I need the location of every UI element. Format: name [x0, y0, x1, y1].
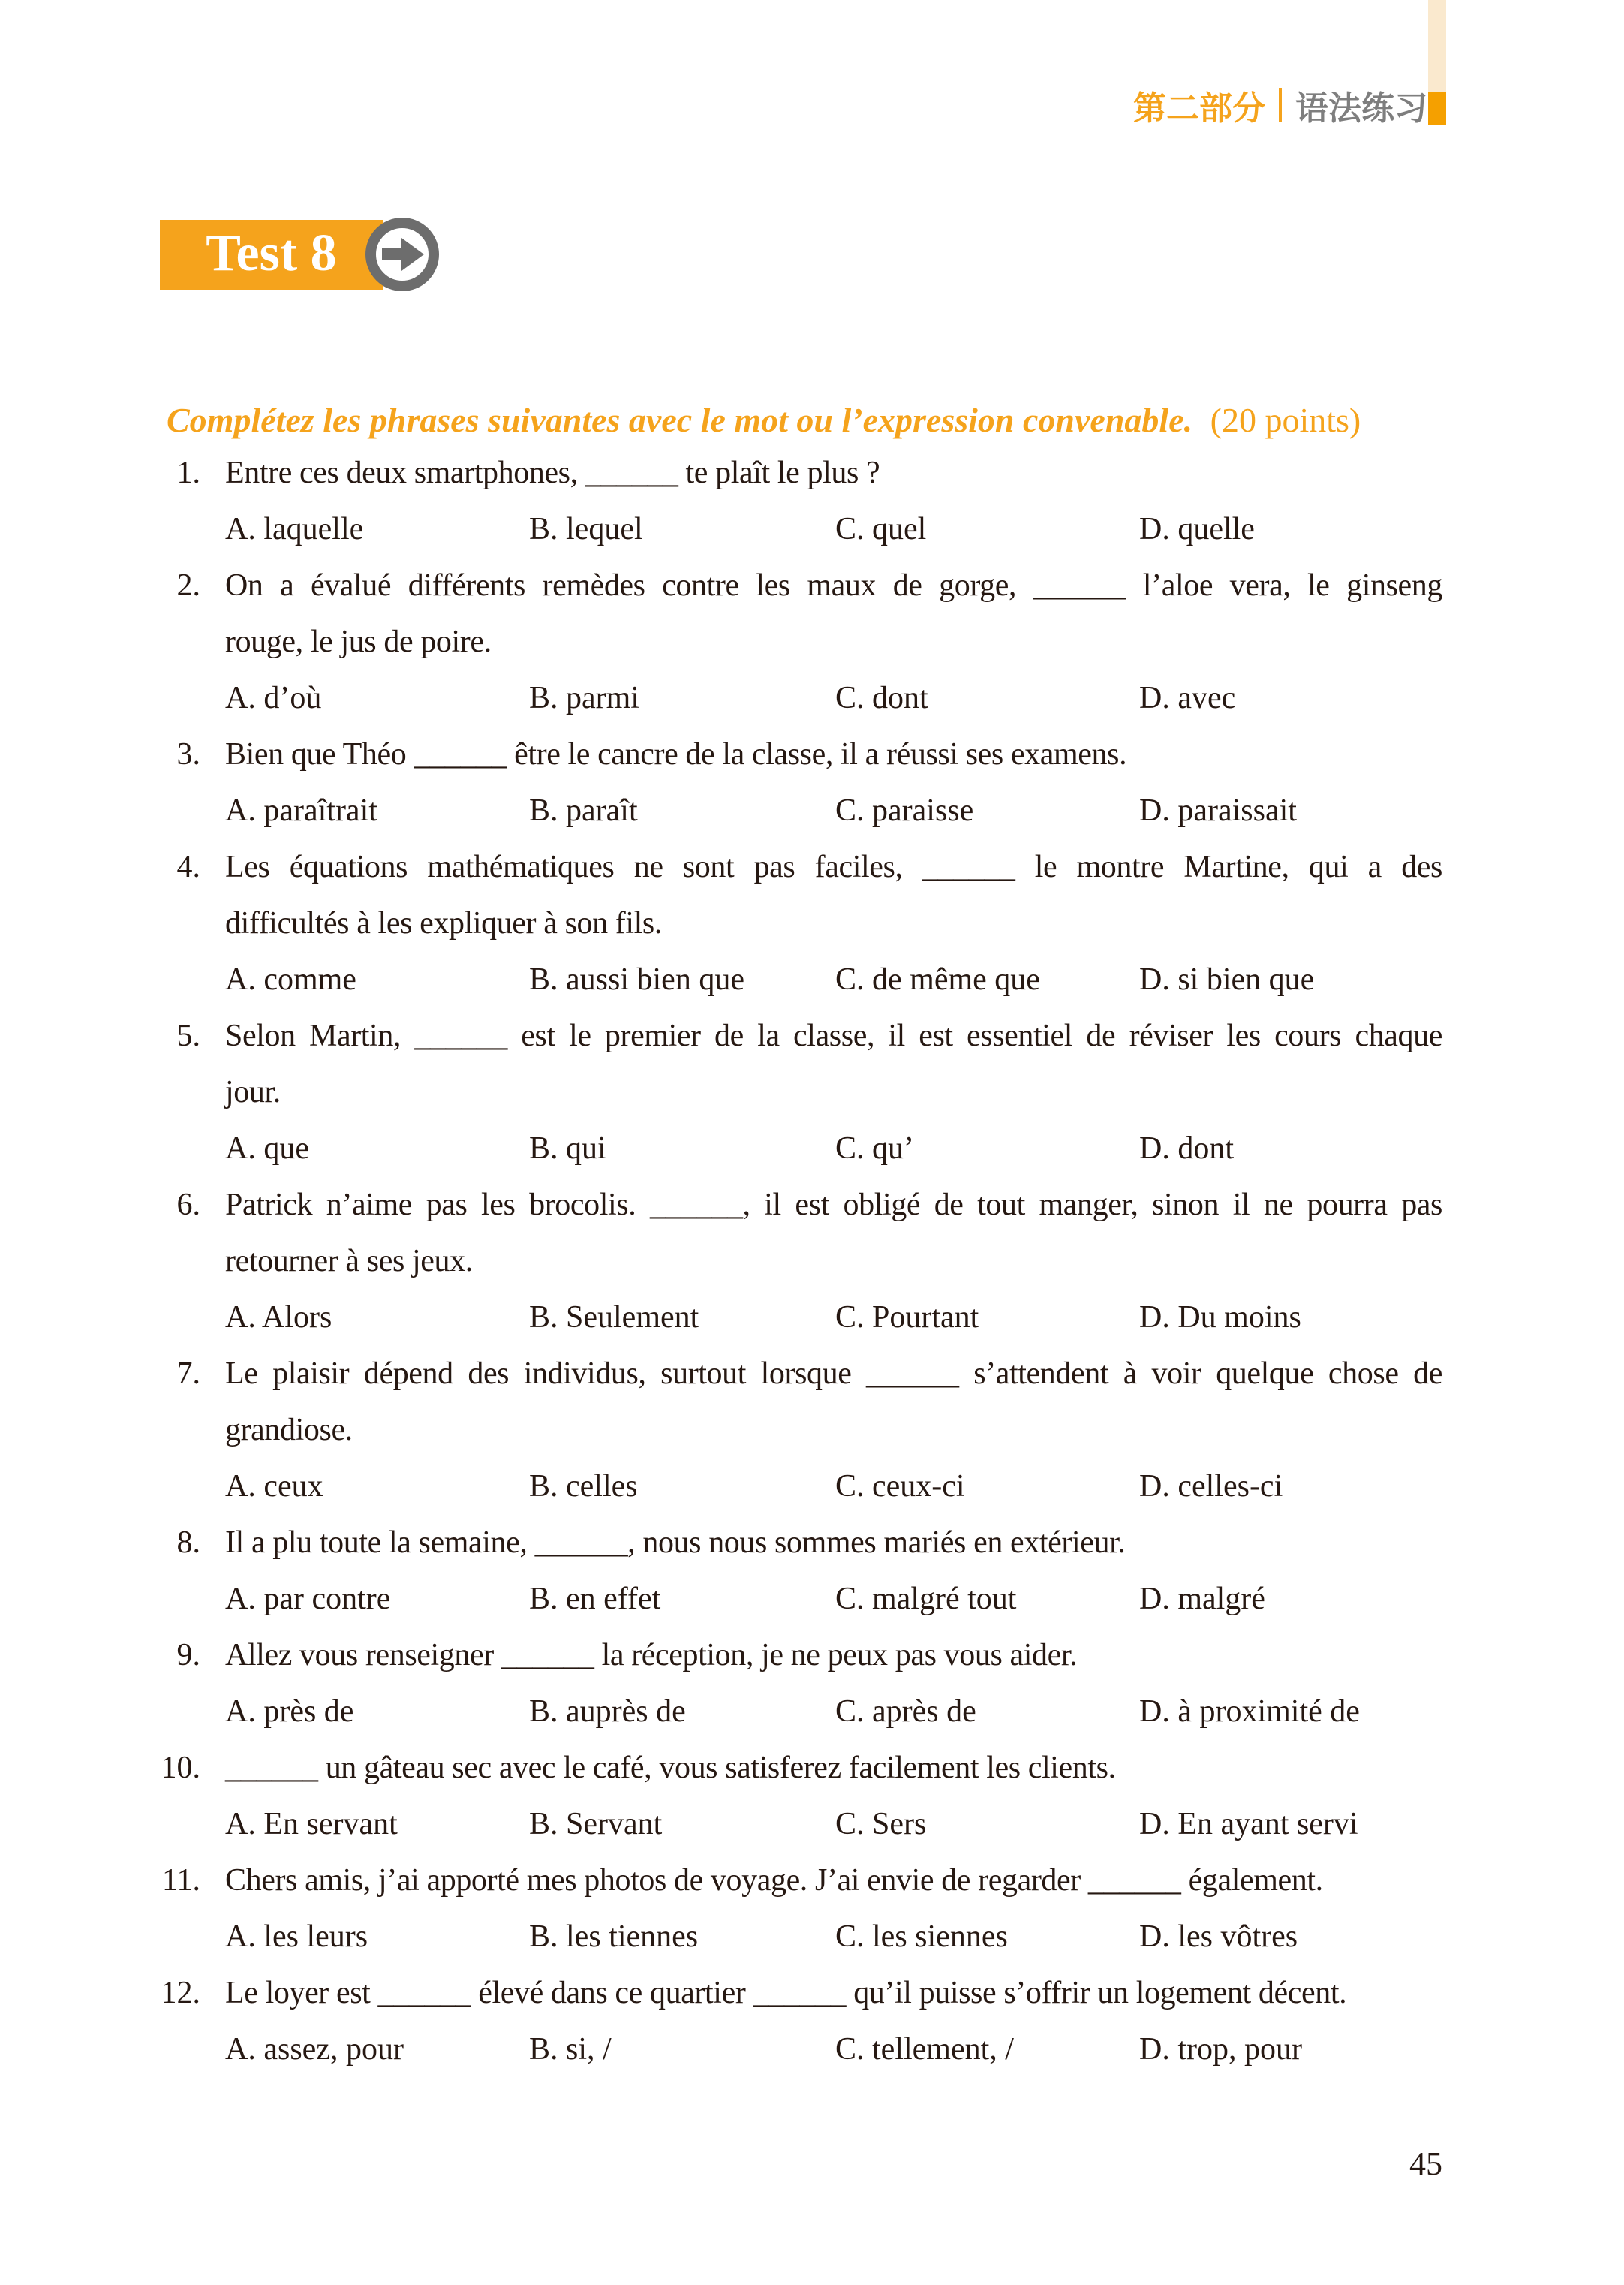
option-a: A. que	[225, 1131, 309, 1166]
arrow-circle-icon	[365, 218, 439, 291]
option-d: D. En ayant servi	[1139, 1807, 1358, 1841]
edge-ribbon-dark	[1428, 92, 1446, 125]
option-c: C. qu’	[835, 1131, 914, 1166]
question-5-line-1	[0, 1008, 1624, 1064]
question-1-line-1	[0, 445, 1624, 501]
question-number: 2.	[176, 568, 200, 603]
option-d: D. paraissait	[1139, 793, 1297, 828]
option-d: D. malgré	[1139, 1582, 1265, 1616]
option-d: D. les vôtres	[1139, 1919, 1298, 1954]
option-c: C. tellement, /	[835, 2032, 1014, 2067]
option-a: A. les leurs	[225, 1919, 368, 1954]
question-number: 3.	[176, 737, 200, 772]
header-divider	[1279, 88, 1282, 122]
question-7-options	[0, 1459, 1624, 1515]
question-3-options	[0, 783, 1624, 839]
question-text: Il a plu toute la semaine, ______, nous nous sommes mariés en extérieur.	[225, 1525, 1126, 1560]
option-d: D. quelle	[1139, 512, 1255, 546]
edge-ribbon-light	[1428, 0, 1446, 92]
question-9-line-1	[0, 1627, 1624, 1684]
option-d: D. à proximité de	[1139, 1694, 1360, 1729]
option-a: A. d’où	[225, 681, 322, 715]
points-label: (20 points)	[1210, 401, 1361, 439]
option-b: B. aussi bien que	[529, 962, 744, 997]
option-c: C. dont	[835, 681, 928, 715]
question-10-options	[0, 1796, 1624, 1853]
question-5-options	[0, 1121, 1624, 1177]
edge-ribbon	[1428, 0, 1446, 125]
option-c: C. Sers	[835, 1807, 927, 1841]
option-b: B. les tiennes	[529, 1919, 699, 1954]
question-8-options	[0, 1571, 1624, 1627]
option-b: B. parmi	[529, 681, 639, 715]
question-text: Le plaisir dépend des individus, surtout lorsque ______ s’attendent à voir quelque chose de	[225, 1356, 1442, 1391]
question-number: 12.	[161, 1976, 200, 2010]
option-d: D. avec	[1139, 681, 1236, 715]
question-number: 1.	[176, 456, 200, 490]
question-text: rouge, le jus de poire.	[225, 625, 492, 659]
question-number: 6.	[176, 1188, 200, 1222]
option-c: C. paraisse	[835, 793, 974, 828]
question-text: Les équations mathématiques ne sont pas faciles, ______ le montre Martine, qui a des	[225, 850, 1442, 884]
question-6-options	[0, 1290, 1624, 1346]
question-2-options	[0, 670, 1624, 727]
question-5-line-2	[0, 1064, 1624, 1121]
option-b: B. paraît	[529, 793, 638, 828]
question-text: Bien que Théo ______ être le cancre de la classe, il a réussi ses examens.	[225, 737, 1127, 772]
question-11-line-1	[0, 1853, 1624, 1909]
option-d: D. Du moins	[1139, 1300, 1301, 1335]
question-text: grandiose.	[225, 1413, 353, 1447]
option-a: A. ceux	[225, 1469, 323, 1504]
question-6-line-1	[0, 1177, 1624, 1233]
test-badge	[160, 220, 383, 290]
option-d: D. trop, pour	[1139, 2032, 1302, 2067]
question-12-options	[0, 2022, 1624, 2078]
option-b: B. Seulement	[529, 1300, 699, 1335]
option-c: C. quel	[835, 512, 927, 546]
question-8-line-1	[0, 1515, 1624, 1571]
option-c: C. malgré tout	[835, 1582, 1017, 1616]
question-text: Patrick n’aime pas les brocolis. ______, il est obligé de tout manger, sinon il ne pourra pas	[225, 1188, 1442, 1222]
option-b: B. celles	[529, 1469, 638, 1504]
question-text: Selon Martin, ______ est le premier de la classe, il est essentiel de réviser les cours chaque	[225, 1019, 1442, 1053]
option-b: B. lequel	[529, 512, 643, 546]
option-b: B. auprès de	[529, 1694, 686, 1729]
option-a: A. En servant	[225, 1807, 398, 1841]
question-2-line-1	[0, 558, 1624, 614]
question-7-line-1	[0, 1346, 1624, 1402]
question-12-line-1	[0, 1965, 1624, 2022]
option-b: B. qui	[529, 1131, 606, 1166]
question-text: retourner à ses jeux.	[225, 1244, 473, 1278]
option-b: B. en effet	[529, 1582, 661, 1616]
instruction-text: Complétez les phrases suivantes avec le mot ou l’expression convenable.	[167, 401, 1193, 439]
question-9-options	[0, 1684, 1624, 1740]
question-number: 11.	[162, 1863, 200, 1898]
question-4-line-2	[0, 896, 1624, 952]
option-b: B. si, /	[529, 2032, 612, 2067]
question-text: ______ un gâteau sec avec le café, vous satisferez facilement les clients.	[225, 1751, 1116, 1785]
question-text: On a évalué différents remèdes contre les maux de gorge, ______ l’aloe vera, le ginseng	[225, 568, 1442, 603]
question-11-options	[0, 1909, 1624, 1965]
option-a: A. assez, pour	[225, 2032, 404, 2067]
instruction-title	[167, 392, 1361, 448]
question-2-line-2	[0, 614, 1624, 670]
option-a: A. laquelle	[225, 512, 364, 546]
test-badge-label: Test 8	[206, 224, 337, 282]
question-text: Entre ces deux smartphones, ______ te plaît le plus ?	[225, 456, 880, 490]
option-a: A. par contre	[225, 1582, 391, 1616]
question-4-line-1	[0, 839, 1624, 896]
chapter-header	[1133, 84, 1427, 126]
question-text: Le loyer est ______ élevé dans ce quartier ______ qu’il puisse s’offrir un logement décent.	[225, 1976, 1347, 2010]
question-7-line-2	[0, 1402, 1624, 1459]
option-a: A. paraîtrait	[225, 793, 377, 828]
section-label: 语法练习	[1295, 90, 1427, 127]
question-number: 8.	[176, 1525, 200, 1560]
option-b: B. Servant	[529, 1807, 663, 1841]
option-d: D. si bien que	[1139, 962, 1315, 997]
question-number: 9.	[176, 1638, 200, 1672]
question-text: difficultés à les expliquer à son fils.	[225, 906, 662, 941]
question-text: Chers amis, j’ai apporté mes photos de voyage. J’ai envie de regarder ______ également.	[225, 1863, 1323, 1898]
question-4-options	[0, 952, 1624, 1008]
option-a: A. près de	[225, 1694, 354, 1729]
question-text: Allez vous renseigner ______ la réception, je ne peux pas vous aider.	[225, 1638, 1078, 1672]
question-3-line-1	[0, 727, 1624, 783]
option-a: A. Alors	[225, 1300, 332, 1335]
question-number: 4.	[176, 850, 200, 884]
option-a: A. comme	[225, 962, 356, 997]
option-c: C. Pourtant	[835, 1300, 979, 1335]
option-c: C. après de	[835, 1694, 976, 1729]
option-d: D. celles-ci	[1139, 1469, 1283, 1504]
page-number: 45	[1409, 2145, 1442, 2182]
question-6-line-2	[0, 1233, 1624, 1290]
option-c: C. les siennes	[835, 1919, 1008, 1954]
option-d: D. dont	[1139, 1131, 1234, 1166]
part-label: 第二部分	[1133, 90, 1265, 127]
question-number: 5.	[176, 1019, 200, 1053]
question-number: 7.	[176, 1356, 200, 1391]
question-1-options	[0, 501, 1624, 558]
question-number: 10.	[161, 1751, 200, 1785]
question-10-line-1	[0, 1740, 1624, 1796]
option-c: C. de même que	[835, 962, 1040, 997]
question-text: jour.	[225, 1075, 281, 1109]
option-c: C. ceux-ci	[835, 1469, 965, 1504]
